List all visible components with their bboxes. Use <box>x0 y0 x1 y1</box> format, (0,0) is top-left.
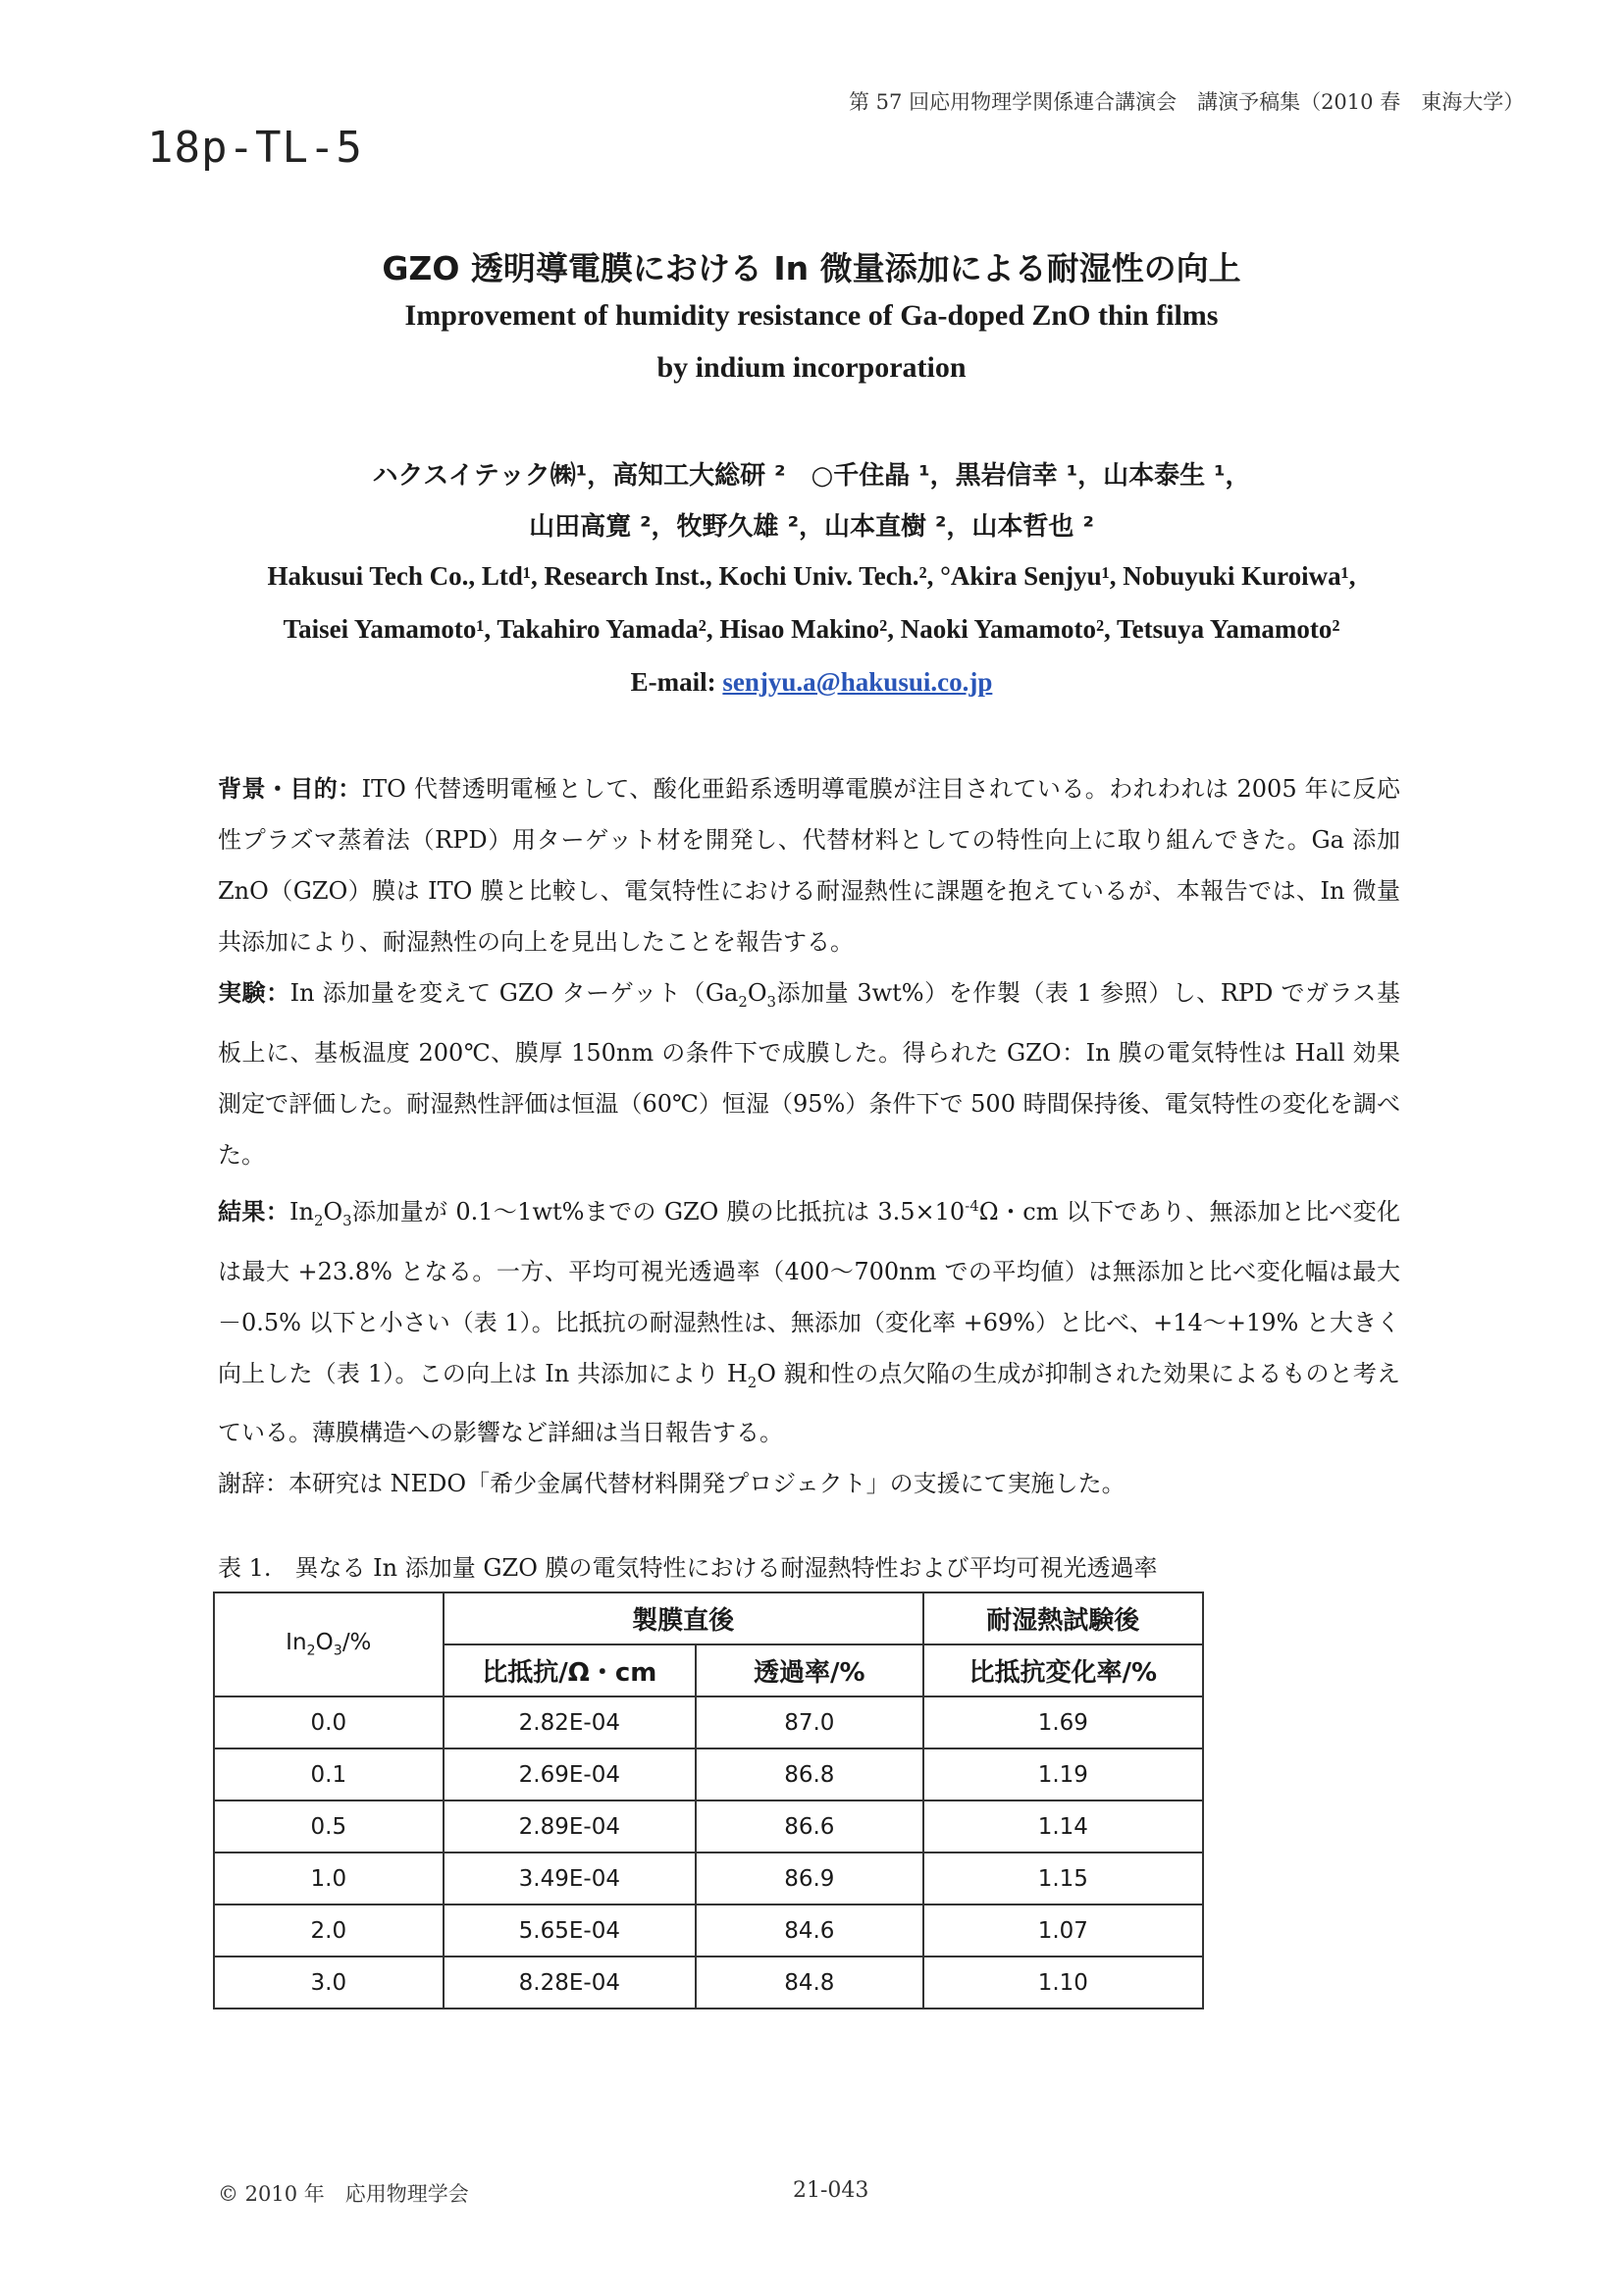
result-text: O <box>323 1197 343 1226</box>
footer-copyright: © 2010 年 応用物理学会 <box>218 2182 469 2206</box>
cell-in2o3: 0.0 <box>214 1696 444 1748</box>
title-japanese: GZO 透明導電膜における In 微量添加による耐湿性の向上 <box>382 249 1241 287</box>
table-row <box>214 1852 1203 1905</box>
result-paragraph <box>218 1180 1400 1459</box>
experiment-text: 添加量 3wt%）を作製（表 1 参照）し、RPD でガラス基板上に、基板温度 200℃、膜厚 150nm の条件下で成膜した。得られた GZO：In 膜の電気特性は Hall 効果測定で評価した。耐湿熱性評価は恒温（60℃）恒湿（95%）条件下で 500 時間保持後、電気特性の変化を調べた。 <box>218 979 1400 1169</box>
cell-transmittance: 87.0 <box>696 1696 923 1748</box>
table-row <box>214 1748 1203 1800</box>
email-line <box>0 667 1623 698</box>
cell-change: 1.14 <box>923 1800 1203 1852</box>
result-text: In <box>289 1197 314 1226</box>
authors-japanese-line-2: 山田高寛 ²，牧野久雄 ²，山本直樹 ²，山本哲也 ² <box>529 512 1094 542</box>
data-table <box>213 1592 1204 2009</box>
subscript: 2 <box>313 1211 324 1229</box>
group-header-after-humidity-test: 耐湿熱試験後 <box>923 1592 1203 1644</box>
authors-english-line-1: Hakusui Tech Co., Ltd¹, Research Inst., Kochi Univ. Tech.², °Akira Senjyu¹, Nobuyuki Kuroiwa¹, <box>267 561 1356 591</box>
group-header-as-deposited: 製膜直後 <box>444 1592 923 1644</box>
experiment-paragraph <box>218 967 1400 1180</box>
cell-in2o3: 0.5 <box>214 1800 444 1852</box>
cell-resistivity: 2.89E-04 <box>444 1800 696 1852</box>
cell-change: 1.15 <box>923 1852 1203 1905</box>
column-header-resistivity: 比抵抗/Ω・cm <box>444 1644 696 1696</box>
column-header-resistivity-change: 比抵抗変化率/% <box>923 1644 1203 1696</box>
experiment-text: In 添加量を変えて GZO ターゲット（Ga <box>289 979 739 1007</box>
row-header-in2o3: $In_2O_3/\%$ <box>214 1592 444 1696</box>
footer-page-number: 21-043 <box>793 2178 869 2203</box>
cell-transmittance: 86.9 <box>696 1852 923 1905</box>
cell-resistivity: 3.49E-04 <box>444 1852 696 1905</box>
table-row <box>214 1905 1203 1957</box>
authors-english-line-2: Taisei Yamamoto¹, Takahiro Yamada², Hisao Makino², Naoki Yamamoto², Tetsuya Yamamoto² <box>283 614 1340 644</box>
acknowledgement-paragraph <box>218 1458 1400 1509</box>
background-paragraph <box>218 763 1400 967</box>
cell-resistivity: 5.65E-04 <box>444 1905 696 1957</box>
result-text: Ω・cm 以下であり、無添加と比べ変化は最大 +23.8% となる。一方、平均可視光透過率（400～700nm での平均値）は無添加と比べ変化幅は最大 －0.5% 以下と小さい（表 1）。比抵抗の耐湿熱性は、無添加（変化率 +69%）と比べ、+14～+19% と大きく向上した（表 1）。この向上は In 共添加により H <box>218 1197 1400 1387</box>
subscript: 3 <box>766 992 776 1011</box>
cell-resistivity: 2.69E-04 <box>444 1748 696 1800</box>
title-english-line-2: by indium incorporation <box>656 351 967 384</box>
email-link[interactable]: senjyu.a@hakusui.co.jp <box>722 667 993 697</box>
cell-transmittance: 84.6 <box>696 1905 923 1957</box>
cell-change: 1.19 <box>923 1748 1203 1800</box>
cell-resistivity: 8.28E-04 <box>444 1957 696 2009</box>
cell-in2o3: 3.0 <box>214 1957 444 2009</box>
table-caption: 表 1. 異なる In 添加量 GZO 膜の電気特性における耐湿熱特性および平均可視光透過率 <box>218 1554 1158 1582</box>
superscript: -4 <box>965 1196 979 1215</box>
result-text: O 親和性の点欠陥の生成が抑制された効果によるものと考えている。薄膜構造への影響など詳細は当日報告する。 <box>218 1359 1400 1447</box>
email-label: E-mail: <box>630 667 723 697</box>
body-text <box>218 763 1400 1509</box>
subscript: 2 <box>747 1373 758 1391</box>
cell-transmittance: 86.6 <box>696 1800 923 1852</box>
cell-change: 1.69 <box>923 1696 1203 1748</box>
cell-in2o3: 2.0 <box>214 1905 444 1957</box>
subscript: 2 <box>738 992 748 1011</box>
acknowledgement-text: 本研究は NEDO「希少金属代替材料開発プロジェクト」の支援にて実施した。 <box>288 1470 1126 1498</box>
cell-transmittance: 86.8 <box>696 1748 923 1800</box>
result-label: 結果： <box>218 1197 290 1226</box>
table-row <box>214 1696 1203 1748</box>
cell-transmittance: 84.8 <box>696 1957 923 2009</box>
authors-japanese-line-1: ハクスイテック㈱¹，高知工大総研 ² ○千住晶 ¹，黒岩信幸 ¹，山本泰生 ¹， <box>372 461 1251 491</box>
paper-id: 18p-TL-5 <box>147 123 363 173</box>
column-header-transmittance: 透過率/% <box>696 1644 923 1696</box>
background-label: 背景・目的： <box>218 775 362 803</box>
title-english-line-1: Improvement of humidity resistance of Ga-doped ZnO thin films <box>404 299 1219 332</box>
cell-resistivity: 2.82E-04 <box>444 1696 696 1748</box>
subscript: 3 <box>342 1211 352 1229</box>
cell-change: 1.07 <box>923 1905 1203 1957</box>
cell-in2o3: 1.0 <box>214 1852 444 1905</box>
cell-change: 1.10 <box>923 1957 1203 2009</box>
table-row <box>214 1957 1203 2009</box>
result-text: 添加量が 0.1～1wt%までの GZO 膜の比抵抗は 3.5×10 <box>351 1197 966 1226</box>
table-row <box>214 1800 1203 1852</box>
experiment-text: O <box>747 979 767 1007</box>
cell-in2o3: 0.1 <box>214 1748 444 1800</box>
background-text: ITO 代替透明電極として、酸化亜鉛系透明導電膜が注目されている。われわれは 2005 年に反応性プラズマ蒸着法（RPD）用ターゲット材を開発し、代替材料としての特性向上に取り組んできた。Ga 添加 ZnO（GZO）膜は ITO 膜と比較し、電気特性における耐湿熱性に課題を抱えているが、本報告では、In 微量共添加により、耐湿熱性の向上を見出したことを報告する。 <box>218 775 1400 956</box>
acknowledgement-label: 謝辞： <box>218 1470 288 1498</box>
conference-header: 第 57 回応用物理学関係連合講演会 講演予稿集（2010 春 東海大学） <box>849 90 1525 114</box>
experiment-label: 実験： <box>218 979 290 1007</box>
